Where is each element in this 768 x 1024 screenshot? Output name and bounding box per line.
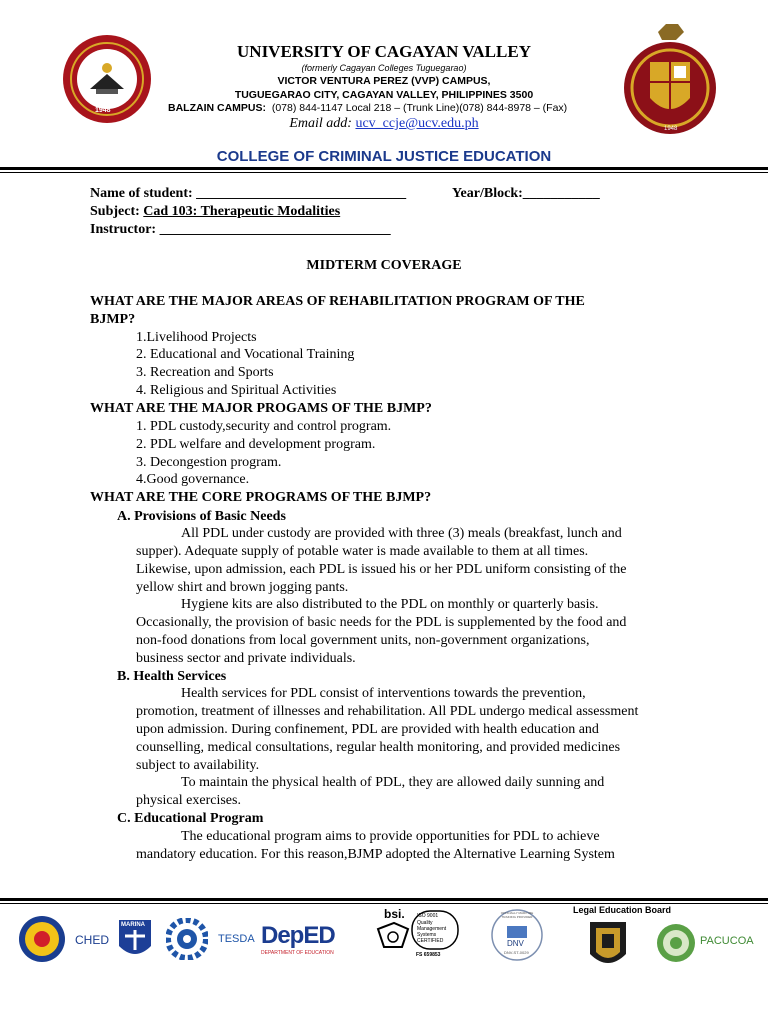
iso-certified: CERTIFIED [417,938,444,944]
iso-standard: ISO 9001 [417,913,439,919]
question-2: WHAT ARE THE MAJOR PROGAMS OF THE BJMP? [90,401,432,416]
section-b-line: subject to availability. [136,758,260,773]
email-line [0,116,768,132]
marina-logo [117,918,153,962]
iso-line: Management [417,926,447,932]
section-c-line: The educational program aims to provide opportunities for PDL to achieve [181,829,600,844]
section-b-line: Health services for PDL consist of interventions towards the prevention, [181,686,586,701]
student-label: Name of student: [90,186,193,201]
pacucoa-seal [656,923,696,963]
q2-item: 3. Decongestion program. [136,455,282,470]
year-block-field [452,186,600,202]
legal-education-board-label: Legal Education Board [573,905,672,915]
q1-item: 1.Livelihood Projects [136,330,257,345]
legal-education-board-logo [588,920,628,972]
year-block-blank: ___________ [522,186,600,201]
q2-item: 2. PDL welfare and development program. [136,437,376,452]
footer-rule-thin [0,903,768,904]
section-a-line: All PDL under custody are provided with three (3) meals (breakfast, lunch and [181,526,622,541]
q1-item: 3. Recreation and Sports [136,365,274,380]
iso-line: Quality [417,920,433,926]
header-rule-thin [0,172,768,173]
section-b-title: B. Health Services [117,669,227,684]
instructor-blank: _________________________________ [159,222,391,237]
ched-seal-logo [18,915,66,963]
header-rule [0,167,768,170]
balzain-label: BALZAIN CAMPUS: [168,102,266,114]
section-c-title: C. Educational Program [117,811,264,826]
iso-line: Systems [417,932,437,938]
q2-item: 4.Good governance. [136,472,250,487]
dnv-label: DNV [507,939,524,948]
section-a-line: yellow shirt and brown jogging pants. [136,580,349,595]
bsi-iso-logo [372,907,462,961]
section-b-line: physical exercises. [136,793,241,808]
subject-field [90,204,340,220]
balzain-phones: (078) 844-1147 Local 218 – (Trunk Line)(078) 844-8978 – (Fax) [271,102,568,114]
question-1-line-2: BJMP? [90,312,136,327]
tesda-label: TESDA [218,933,255,945]
former-name: (formerly Cagayan Colleges Tuguegarao) [301,63,467,73]
section-a-line: Occasionally, the provision of basic needs for the PDL is supplemented by the food and [136,615,627,630]
campus-name: VICTOR VENTURA PEREZ (VVP) CAMPUS, [277,75,491,87]
subject-value: Cad 103: Therapeutic Modalities [143,204,341,219]
q1-item: 2. Educational and Vocational Training [136,347,355,362]
deped-logo [261,922,335,956]
question-3: WHAT ARE THE CORE PROGRAMS OF THE BJMP? [90,490,432,505]
section-b-line: promotion, treatment of illnesses and rehabilitation. All PDL undergo medical assessment [136,704,639,719]
q2-item: 1. PDL custody,security and control program. [136,419,392,434]
q1-item: 4. Religious and Spiritual Activities [136,383,337,398]
balzain-contact [168,102,567,114]
student-blank: ______________________________ [196,186,407,201]
campus-address: TUGUEGARAO CITY, CAGAYAN VALLEY, PHILIPPINES 3500 [234,89,534,101]
section-b-line: counselling, medical consultations, regular health monitoring, and provided medicines [136,740,621,755]
student-name-field [90,186,406,202]
left-seal-year: 1948 [95,107,111,114]
deped-wordmark: DepED [261,922,335,949]
email-link[interactable]: ucv_ccje@ucv.edu.ph [355,116,479,131]
subject-label: Subject: [90,204,140,219]
tesda-gear-logo [166,918,208,960]
section-a-title: A. Provisions of Basic Needs [117,509,286,524]
dnv-maritime-seal [490,908,544,962]
section-a-line: business sector and private individuals. [136,651,356,666]
question-1-line-1: WHAT ARE THE MAJOR AREAS OF REHABILITATION PROGRAM OF THE [90,294,585,309]
instructor-label: Instructor: [90,222,157,237]
section-a-line: supper). Adequate supply of potable water is made available to them at all times. [136,544,589,559]
email-label: Email add: [289,116,352,131]
deped-subtitle: DEPARTMENT OF EDUCATION [261,950,334,956]
dnv-code: DNV-ST-0029 [504,950,529,955]
iso-code: FS 659853 [416,952,441,958]
section-a-line: Hygiene kits are also distributed to the PDL on monthly or quarterly basis. [181,597,599,612]
footer-rule [0,898,768,901]
college-title: COLLEGE OF CRIMINAL JUSTICE EDUCATION [216,148,552,165]
section-b-line: upon admission. During confinement, PDL are provided with health education and [136,722,599,737]
ched-label: CHED [75,933,110,947]
dnv-ring-text: OFFICIALLY MARITIME TRAINING PROVIDER [500,911,534,919]
section-a-line: Likewise, upon admission, each PDL is issued his or her PDL uniform consisting of the [136,562,627,577]
year-block-label: Year/Block: [452,186,523,201]
section-c-line: mandatory education. For this reason,BJMP adopted the Alternative Learning System [136,847,615,862]
document-heading: MIDTERM COVERAGE [306,258,462,273]
instructor-field [90,222,391,238]
marina-label: MARINA [121,922,145,928]
section-b-line: To maintain the physical health of PDL, they are allowed daily sunning and [181,775,605,790]
section-a-line: non-food donations from local government units, non-government organizations, [136,633,590,648]
university-name: UNIVERSITY OF CAGAYAN VALLEY [237,42,531,61]
pacucoa-label: PACUCOA [700,935,754,947]
bsi-label: bsi. [384,907,405,921]
right-crest-year: 1948 [664,126,678,132]
